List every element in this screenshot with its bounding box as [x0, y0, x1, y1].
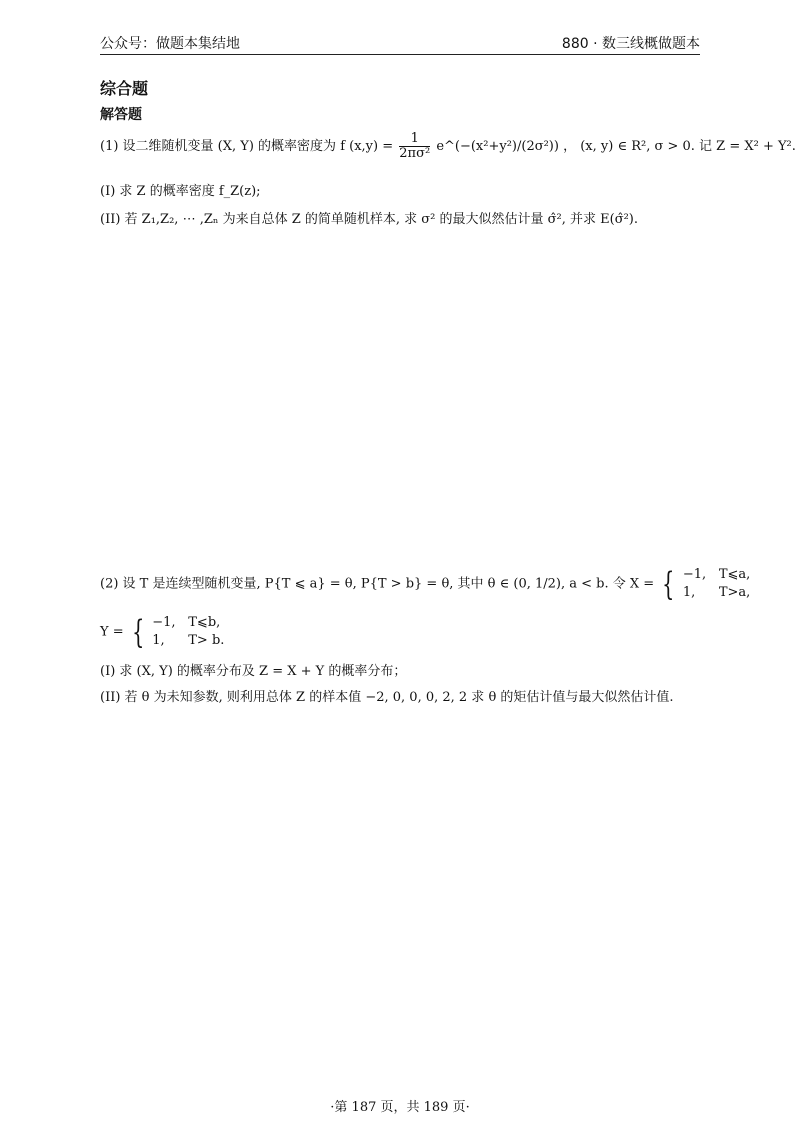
section-title: 综合题 — [100, 79, 149, 98]
problem1-tail: ， (x, y) ∈ R², σ > 0. 记 Z = X² + Y². — [563, 139, 796, 154]
fraction-denominator: 2πσ² — [399, 146, 431, 161]
problem2-intro: (2) 设 T 是连续型随机变量, P{T ⩽ a} = θ, P{T > b} = θ, 其中 θ ∈ (0, 1/2), a < b. 令 X = — [100, 576, 655, 592]
page-footer: ·第 187 页，共 189 页· — [330, 1100, 470, 1115]
problem1-part2: (II) 若 Z₁,Z₂, ⋯ ,Zₙ 为来自总体 Z 的简单随机样本, 求 σ² 的最大似然估计量 σ̂², 并求 E(σ̂²). — [100, 212, 638, 227]
y-piecewise — [128, 614, 225, 650]
x-case2-value: 1, — [682, 585, 696, 600]
header-right: 880 · 数三线概做题本 — [561, 36, 700, 52]
y-brace: { — [131, 613, 145, 651]
y-label: Y = — [100, 624, 124, 640]
density-fraction — [399, 132, 430, 161]
problem1-intro: (1) 设二维随机变量 (X, Y) 的概率密度为 f (x,y) = — [100, 139, 394, 154]
x-case1-condition: T⩽a, — [718, 567, 751, 582]
problem2-part2: (II) 若 θ 为未知参数, 则利用总体 Z 的样本值 −2, 0, 0, 0, 2, 2 求 θ 的矩估计值与最大似然估计值. — [100, 690, 674, 705]
subsection-title: 解答题 — [100, 107, 142, 123]
x-case2-condition: T>a, — [718, 585, 751, 600]
page-header — [100, 30, 700, 55]
problem2-part1: (I) 求 (X, Y) 的概率分布及 Z = X + Y 的概率分布； — [100, 664, 407, 679]
header-left: 公众号：做题本集结地 — [100, 36, 240, 52]
x-piecewise — [658, 566, 750, 602]
y-case2-condition: T> b. — [188, 633, 225, 648]
y-definition — [100, 614, 224, 650]
x-case1-value: −1, — [682, 567, 707, 582]
y-case1-condition: T⩽b, — [188, 615, 221, 630]
problem2-statement — [100, 566, 750, 602]
y-case2-value: 1, — [152, 633, 165, 648]
x-brace: { — [662, 565, 675, 603]
problem1-part1: (I) 求 Z 的概率密度 f_Z(z); — [100, 184, 261, 199]
problem1-statement — [100, 132, 796, 161]
y-case1-value: −1, — [152, 615, 176, 630]
fraction-numerator: 1 — [399, 132, 430, 147]
density-exponential: e^(−(x²+y²)/(2σ²)) — [436, 139, 559, 154]
